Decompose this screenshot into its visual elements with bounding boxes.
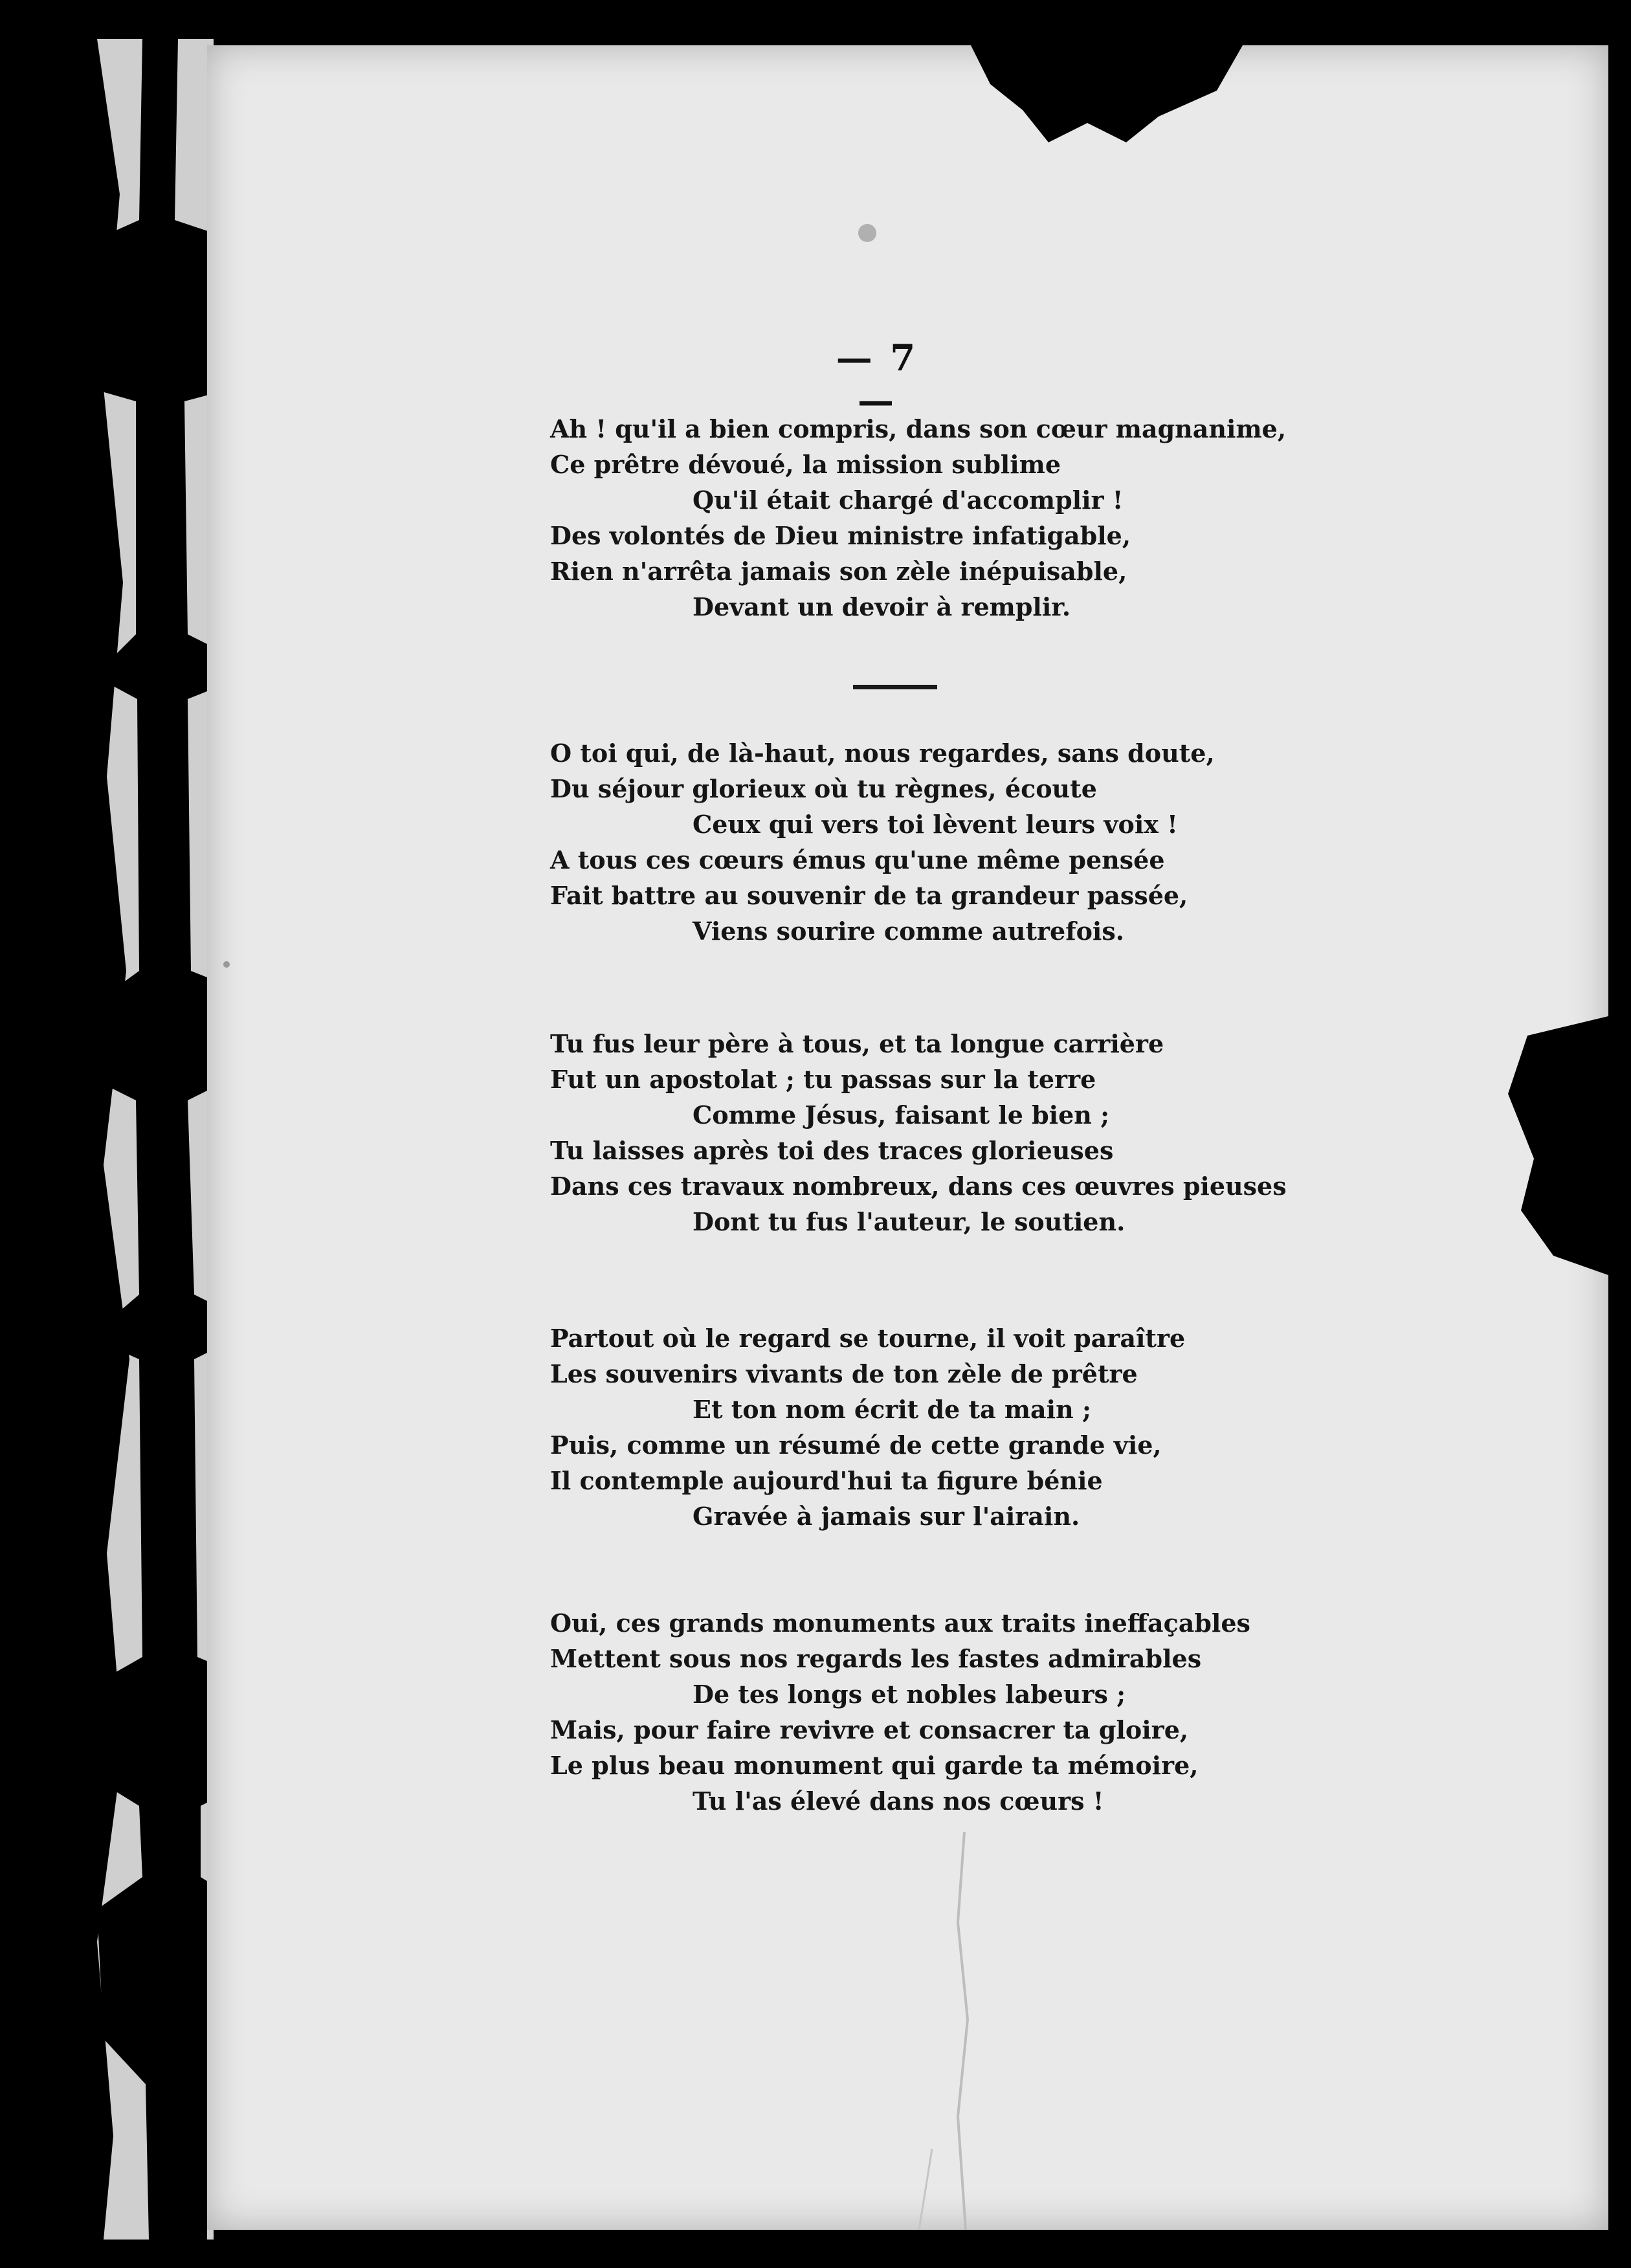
- verse-line: Ce prêtre dévoué, la mission sublime: [550, 450, 1061, 479]
- verse-line: Fut un apostolat ; tu passas sur la terre: [550, 1065, 1096, 1094]
- stanza-1: [550, 411, 1294, 625]
- separator-rule: [853, 685, 937, 689]
- verse-line: A tous ces cœurs émus qu'une même pensée: [550, 845, 1165, 874]
- stanza-5: [550, 1605, 1294, 1819]
- verse-line: Ceux qui vers toi lèvent leurs voix !: [693, 810, 1178, 839]
- verse-line: Et ton nom écrit de ta main ;: [693, 1395, 1091, 1424]
- verse-line: Tu fus leur père à tous, et ta longue carrière: [550, 1029, 1164, 1058]
- verse-line: Ah ! qu'il a bien compris, dans son cœur magnanime,: [550, 414, 1287, 443]
- verse-line: Les souvenirs vivants de ton zèle de prêtre: [550, 1359, 1138, 1388]
- verse-line: De tes longs et nobles labeurs ;: [693, 1680, 1126, 1709]
- verse-line: Fait battre au souvenir de ta grandeur passée,: [550, 881, 1188, 910]
- verse-line: Qu'il était chargé d'accomplir !: [693, 485, 1124, 515]
- verse-line: Mais, pour faire revivre et consacrer ta gloire,: [550, 1715, 1189, 1744]
- stanza-3: [550, 1026, 1294, 1240]
- verse-line: Il contemple aujourd'hui ta figure bénie: [550, 1466, 1103, 1495]
- verse-line: Comme Jésus, faisant le bien ;: [693, 1100, 1110, 1129]
- stanza-4: [550, 1320, 1294, 1534]
- verse-line: O toi qui, de là-haut, nous regardes, sans doute,: [550, 739, 1215, 768]
- stanza-2: [550, 735, 1294, 949]
- verse-line: Des volontés de Dieu ministre infatigable,: [550, 521, 1131, 550]
- verse-line: Viens sourire comme autrefois.: [693, 917, 1124, 946]
- verse-line: Dans ces travaux nombreux, dans ces œuvres pieuses: [550, 1172, 1287, 1201]
- page-number: — 7 —: [836, 337, 918, 422]
- verse-line: Devant un devoir à remplir.: [693, 592, 1071, 621]
- verse-line: Tu laisses après toi des traces glorieuses: [550, 1136, 1114, 1165]
- verse-line: Dont tu fus l'auteur, le soutien.: [693, 1207, 1126, 1236]
- verse-line: Oui, ces grands monuments aux traits ineffaçables: [550, 1608, 1250, 1638]
- verse-line: Le plus beau monument qui garde ta mémoire,: [550, 1751, 1199, 1780]
- verse-line: Gravée à jamais sur l'airain.: [693, 1502, 1080, 1531]
- verse-line: Du séjour glorieux où tu règnes, écoute: [550, 774, 1097, 803]
- verse-line: Tu l'as élevé dans nos cœurs !: [693, 1786, 1104, 1816]
- verse-line: Partout où le regard se tourne, il voit paraître: [550, 1324, 1186, 1353]
- verse-line: Puis, comme un résumé de cette grande vie,: [550, 1430, 1162, 1460]
- verse-line: Rien n'arrêta jamais son zèle inépuisable,: [550, 557, 1127, 586]
- verse-line: Mettent sous nos regards les fastes admirables: [550, 1644, 1202, 1673]
